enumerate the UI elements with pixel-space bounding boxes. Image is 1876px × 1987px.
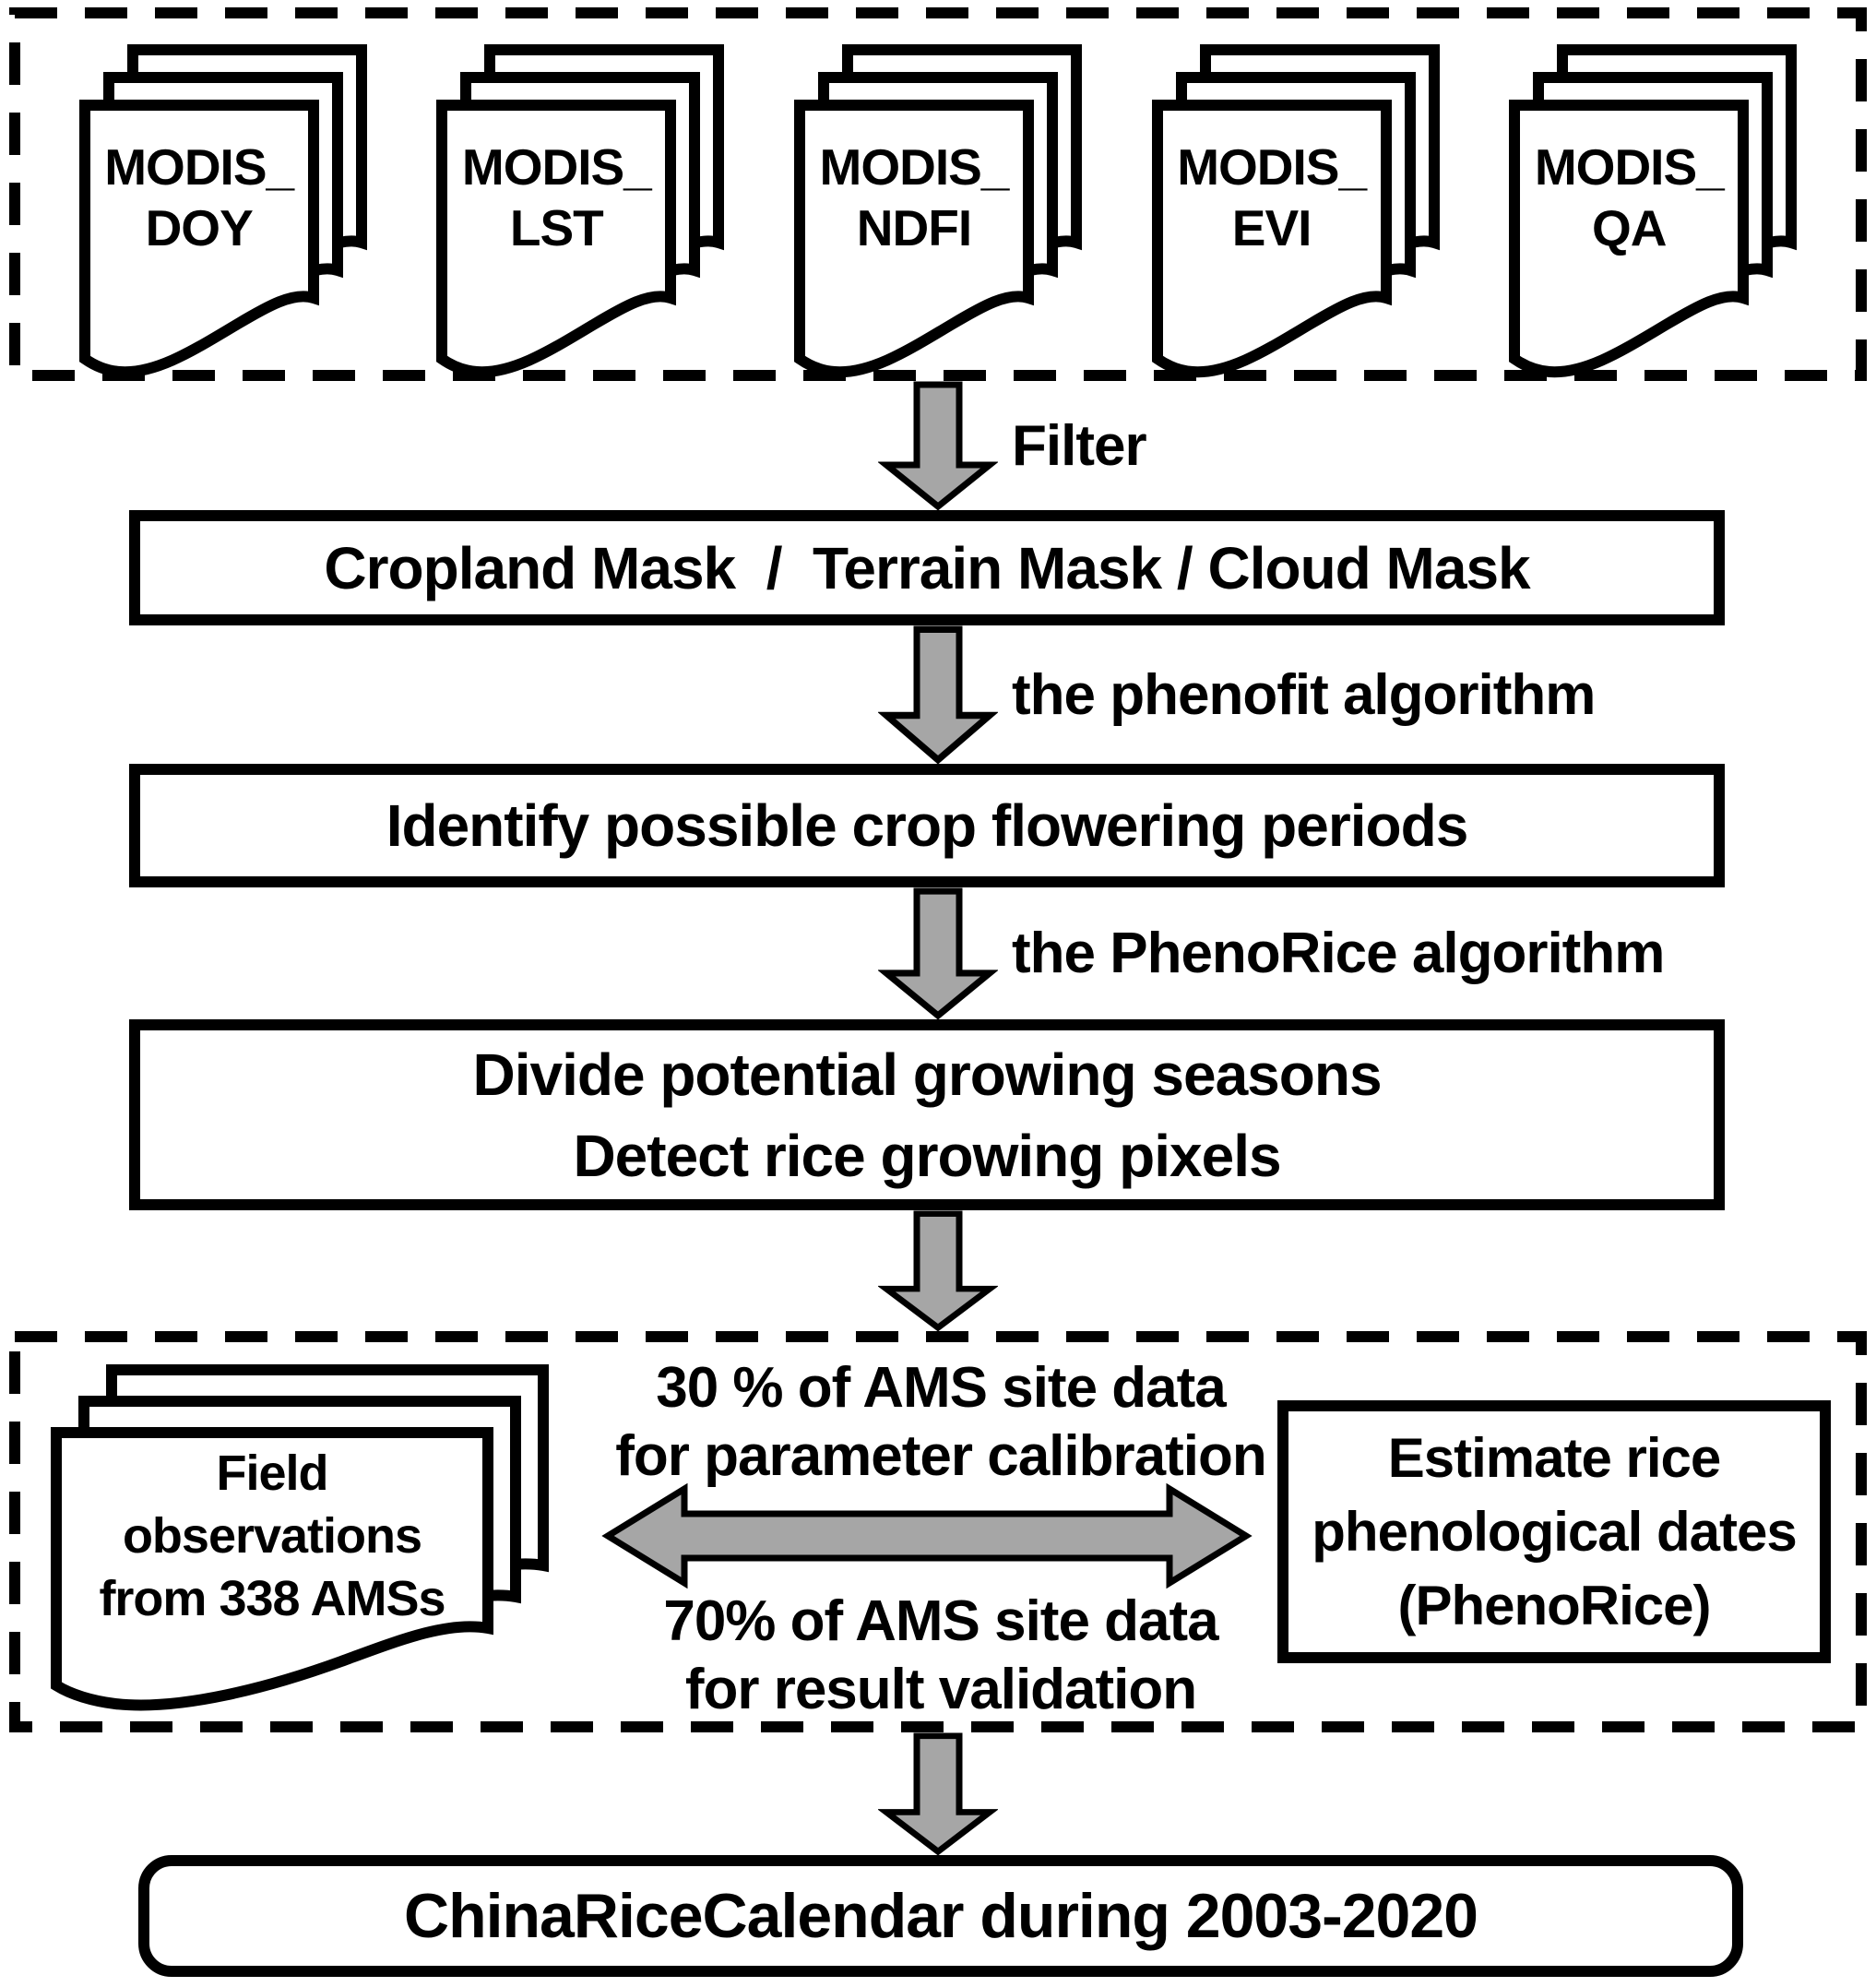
identify-box bbox=[129, 764, 1725, 887]
phenofit-arrow-label: the phenofit algorithm bbox=[1012, 662, 1596, 727]
arrow-down-icon bbox=[878, 625, 998, 764]
stack-label-line: NDFI bbox=[856, 199, 972, 256]
estimate-box bbox=[1277, 1400, 1831, 1663]
detect-line: Detect rice growing pixels bbox=[573, 1122, 1281, 1189]
calendar-output-label: ChinaRiceCalendar during 2003-2020 bbox=[403, 1881, 1478, 1951]
stack-label-line: MODIS_ bbox=[1177, 138, 1367, 196]
to-calendar-step bbox=[0, 1732, 1876, 1855]
field-label-line: Field bbox=[216, 1445, 328, 1501]
document-stack-icon-modis-lst bbox=[436, 44, 724, 380]
stack-label bbox=[1509, 100, 1749, 295]
stack-label-line: MODIS_ bbox=[461, 138, 651, 196]
stack-label-line: DOY bbox=[145, 199, 253, 256]
document-stack-icon-modis-ndfi bbox=[794, 44, 1082, 380]
document-stack-icon-modis-doy bbox=[79, 44, 367, 380]
to-validation-step bbox=[0, 1210, 1876, 1331]
document-stack-icon-modis-qa bbox=[1509, 44, 1797, 380]
arrow-down-icon bbox=[878, 1210, 998, 1331]
estimate-line: (PhenoRice) bbox=[1397, 1574, 1711, 1636]
calibration-validation-group bbox=[9, 1331, 1867, 1732]
masks-box-label: Cropland Mask / Terrain Mask / Cloud Mask bbox=[324, 534, 1530, 601]
stack-label bbox=[1152, 100, 1392, 295]
calibration-label-line: 30 % of AMS site data bbox=[656, 1356, 1226, 1420]
validation-label bbox=[498, 1588, 1383, 1724]
field-label-line: from 338 AMSs bbox=[99, 1570, 445, 1626]
stack-label bbox=[436, 100, 676, 295]
field-label-line: observations bbox=[122, 1507, 422, 1564]
validation-label-line: for result validation bbox=[684, 1658, 1197, 1721]
stack-label-line: EVI bbox=[1231, 199, 1312, 256]
field-observations-label bbox=[51, 1427, 493, 1644]
calibration-label-line: for parameter calibration bbox=[615, 1424, 1266, 1488]
stack-label bbox=[79, 100, 319, 295]
double-arrow-icon bbox=[600, 1479, 1254, 1594]
document-stack-icon-modis-evi bbox=[1152, 44, 1440, 380]
phenofit-step bbox=[0, 625, 1876, 764]
phenorice-step bbox=[0, 887, 1876, 1019]
stack-label-line: MODIS_ bbox=[104, 138, 294, 196]
filter-step bbox=[0, 381, 1876, 510]
field-observations-stack-icon bbox=[51, 1364, 549, 1719]
identify-box-label: Identify possible crop flowering periods bbox=[386, 792, 1468, 859]
arrow-down-icon bbox=[878, 1732, 998, 1855]
estimate-line: phenological dates bbox=[1312, 1500, 1797, 1563]
divide-line: Divide potential growing seasons bbox=[472, 1041, 1382, 1108]
arrow-down-icon bbox=[878, 381, 998, 510]
stack-label bbox=[794, 100, 1034, 295]
stack-label-line: LST bbox=[509, 199, 603, 256]
stack-label-line: MODIS_ bbox=[1534, 138, 1724, 196]
masks-box bbox=[129, 510, 1725, 625]
estimate-line: Estimate rice bbox=[1387, 1426, 1721, 1489]
calendar-output-box bbox=[138, 1855, 1743, 1977]
arrow-down-icon bbox=[878, 887, 998, 1019]
calibration-label bbox=[498, 1354, 1383, 1491]
stack-label-line: MODIS_ bbox=[819, 138, 1009, 196]
stack-label-line: QA bbox=[1592, 199, 1667, 256]
phenorice-arrow-label: the PhenoRice algorithm bbox=[1012, 922, 1665, 985]
modis-stack-row bbox=[9, 7, 1867, 381]
filter-arrow-label: Filter bbox=[1012, 413, 1146, 478]
validation-label-line: 70% of AMS site data bbox=[663, 1589, 1218, 1653]
divide-detect-box bbox=[129, 1019, 1725, 1210]
